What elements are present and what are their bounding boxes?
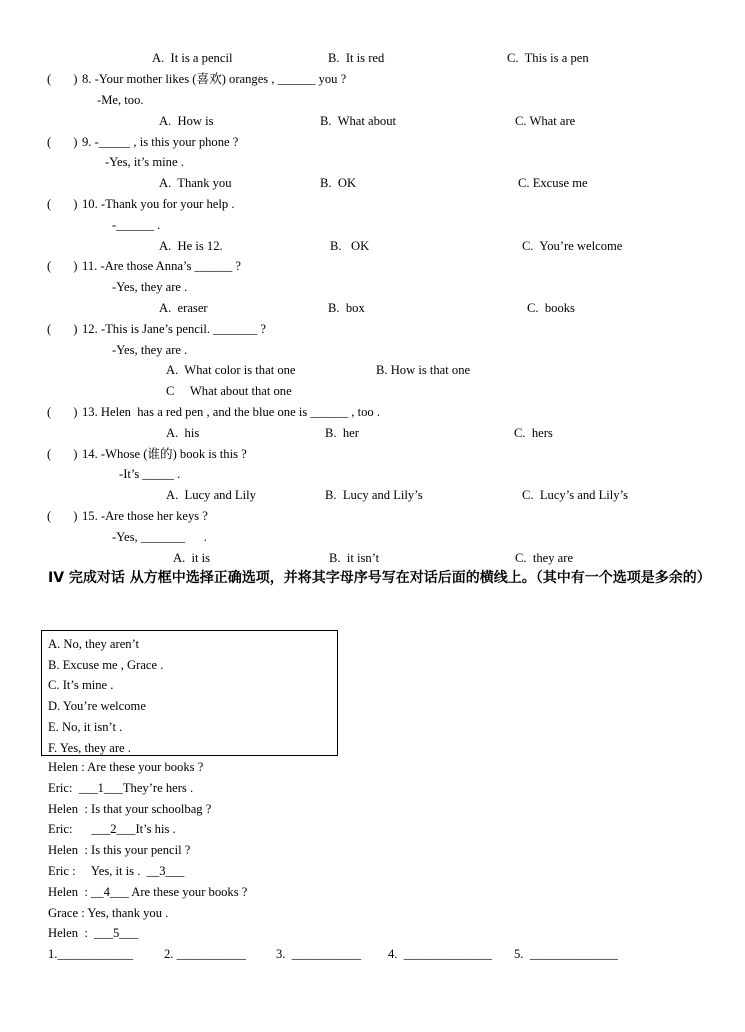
question-stem: 14. -Whose (谁的) book is this ? [82, 447, 247, 461]
answer-paren[interactable]: ( ) [47, 72, 78, 86]
question-reply: -It’s _____ . [119, 467, 181, 481]
option-c: C. What are [515, 114, 576, 128]
answer-paren[interactable]: ( ) [47, 509, 78, 523]
dialogue-line: Helen : Is this your pencil ? [48, 843, 191, 857]
question-reply: -Yes, they are . [112, 280, 188, 294]
question-stem: 9. -_____ , is this your phone ? [82, 135, 239, 149]
dialogue-line: Eric: ___1___They’re hers . [48, 781, 194, 795]
box-option: B. Excuse me , Grace . [48, 658, 164, 672]
q7-option-b: B. It is red [328, 51, 385, 65]
answer-paren[interactable]: ( ) [47, 135, 78, 149]
box-option: F. Yes, they are . [48, 741, 131, 755]
question-stem: 15. -Are those her keys ? [82, 509, 208, 523]
question-stem: 10. -Thank you for your help . [82, 197, 235, 211]
option-a: A. Thank you [159, 176, 232, 190]
option-a: A. it is [173, 551, 211, 565]
option-c: C. Lucy’s and Lily’s [522, 488, 628, 502]
option-b: B. OK [330, 239, 370, 253]
question-reply: -Me, too. [97, 93, 144, 107]
dialogue-line: Helen : Are these your books ? [48, 760, 204, 774]
q7-option-a: A. It is a pencil [152, 51, 233, 65]
answer-paren[interactable]: ( ) [47, 197, 78, 211]
option-c: C. Excuse me [518, 176, 588, 190]
option-a: A. his [166, 426, 200, 440]
dialogue-line: Helen : Is that your schoolbag ? [48, 802, 212, 816]
answer-paren[interactable]: ( ) [47, 405, 78, 419]
option-c: C. they are [515, 551, 574, 565]
answer-blank-1[interactable]: 1.____________ [48, 947, 134, 961]
question-reply: -______ . [112, 218, 161, 232]
option-a: A. He is 12. [159, 239, 223, 253]
box-option: A. No, they aren’t [48, 637, 140, 651]
box-option: C. It’s mine . [48, 678, 114, 692]
option-c: C. books [527, 301, 575, 315]
option-b: B. box [328, 301, 365, 315]
question-stem: 11. -Are those Anna’s ______ ? [82, 259, 242, 273]
dialogue-line: Helen : ___5___ [48, 926, 139, 940]
question-reply: -Yes, _______ . [112, 530, 207, 544]
answer-paren[interactable]: ( ) [47, 322, 78, 336]
question-stem: 8. -Your mother likes (喜欢) oranges , ______ you ? [82, 72, 347, 86]
option-c: C. You’re welcome [522, 239, 623, 253]
option-b: B. it isn’t [329, 551, 380, 565]
dialogue-line: Grace : Yes, thank you . [48, 906, 169, 920]
question-reply: -Yes, they are . [112, 343, 188, 357]
option-a: A. What color is that one [166, 363, 296, 377]
dialogue-line: Eric : Yes, it is . __3___ [48, 864, 185, 878]
question-stem: 12. -This is Jane’s pencil. _______ ? [82, 322, 266, 336]
answer-blank-5[interactable]: 5. ______________ [514, 947, 618, 961]
option-a: A. eraser [159, 301, 208, 315]
box-option: D. You’re welcome [48, 699, 146, 713]
option-c: C What about that one [166, 384, 292, 398]
dialogue-line: Eric: ___2___It’s his . [48, 822, 176, 836]
answer-blank-4[interactable]: 4. ______________ [388, 947, 492, 961]
option-b: B. her [325, 426, 359, 440]
option-b: B. How is that one [376, 363, 471, 377]
option-a: A. How is [159, 114, 214, 128]
box-option: E. No, it isn’t . [48, 720, 123, 734]
option-b: B. Lucy and Lily’s [325, 488, 423, 502]
answer-paren[interactable]: ( ) [47, 259, 78, 273]
question-reply: -Yes, it’s mine . [105, 155, 184, 169]
q7-option-c: C. This is a pen [507, 51, 589, 65]
option-b: B. OK [320, 176, 357, 190]
option-b: B. What about [320, 114, 397, 128]
answer-blank-2[interactable]: 2. ___________ [164, 947, 246, 961]
question-stem: 13. Helen has a red pen , and the blue one is ______ , too . [82, 405, 380, 419]
answer-paren[interactable]: ( ) [47, 447, 78, 461]
dialogue-line: Helen : __4___ Are these your books ? [48, 885, 248, 899]
answer-blank-3[interactable]: 3. ___________ [276, 947, 362, 961]
option-a: A. Lucy and Lily [166, 488, 256, 502]
section-heading: IV 完成对话 从方框中选择正确选项，并将其字母序号写在对话后面的横线上。（其中有一个选项是多余的） [48, 570, 711, 586]
option-c: C. hers [514, 426, 553, 440]
